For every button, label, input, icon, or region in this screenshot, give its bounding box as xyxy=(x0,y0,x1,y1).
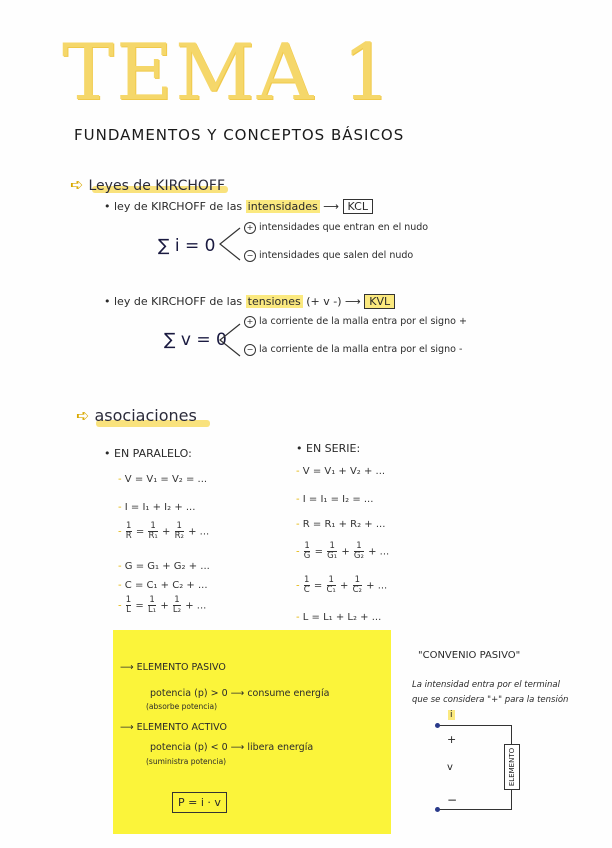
fraction: $\frac{1}{\text{C₂}}$ xyxy=(352,575,362,595)
kvl-label: KVL xyxy=(364,294,395,309)
kvl-intro-highlight: tensiones xyxy=(247,295,301,308)
fraction: $\frac{1}{\text{C₁}}$ xyxy=(326,575,336,595)
paralelo-inductance: - $\frac{1}{L}$ = $\frac{1}{\text{L₁}}$ + $\frac{1}{\text{L₂}}$ + ... xyxy=(118,595,207,615)
kvl-plus xyxy=(244,316,467,328)
wire-bottom xyxy=(437,809,511,810)
paralelo-voltage xyxy=(118,474,207,485)
fraction: $\frac{1}{L}$ xyxy=(125,595,132,615)
dash: - xyxy=(296,612,300,623)
activo-formula xyxy=(150,742,313,753)
activo-title-text: ELEMENTO ACTIVO xyxy=(136,722,227,733)
activo-formula-text: potencia (p) < 0 xyxy=(150,742,228,753)
plus-sign: + xyxy=(447,733,457,746)
kcl-intro-highlight: intensidades xyxy=(247,200,318,213)
bullet-dot: • xyxy=(104,200,111,213)
fraction: $\frac{1}{R}$ xyxy=(125,521,132,541)
kcl-minus xyxy=(244,250,413,262)
serie-label-text: EN SERIE: xyxy=(306,442,361,455)
serie-voltage xyxy=(296,466,385,477)
minus-sign: − xyxy=(447,793,458,807)
asociaciones-heading-label: asociaciones xyxy=(94,406,197,425)
element-label: ELEMENTO xyxy=(508,747,516,787)
dash: - xyxy=(118,561,122,572)
serie-current xyxy=(296,494,373,505)
paralelo-resistance: - $\frac{1}{R}$ = $\frac{1}{\text{R₁}}$ + $\frac{1}{\text{R₂}}$ + ... xyxy=(118,521,210,541)
dash: - xyxy=(118,580,122,591)
dash: - xyxy=(118,600,122,612)
arrow-icon: ⟶ xyxy=(120,662,134,673)
arrow-icon: ⟶ xyxy=(230,688,245,699)
kirchhoff-heading xyxy=(70,175,225,194)
kcl-plus xyxy=(244,222,428,234)
paralelo-capacitance-text: C = C₁ + C₂ + ... xyxy=(124,580,208,591)
fraction: $\frac{1}{\text{G₂}}$ xyxy=(353,541,364,561)
arrow-icon: ⟶ xyxy=(345,295,361,308)
bullet-dot: • xyxy=(296,442,303,455)
convenio-title: "CONVENIO PASIVO" xyxy=(418,650,521,661)
activo-result: libera energía xyxy=(247,742,314,753)
voltage-label: v xyxy=(447,762,453,773)
dash: - xyxy=(296,494,300,505)
dash: - xyxy=(118,502,122,513)
activo-sub: (suministra potencia) xyxy=(146,757,227,766)
asociaciones-heading xyxy=(76,406,197,425)
paralelo-label-text: EN PARALELO: xyxy=(114,447,192,460)
kcl-intro xyxy=(104,200,373,213)
dash: - xyxy=(296,519,300,530)
page-subtitle: FUNDAMENTOS Y CONCEPTOS BÁSICOS xyxy=(74,126,405,144)
fraction: $\frac{1}{C}$ xyxy=(303,575,310,595)
kvl-minus xyxy=(244,344,462,356)
kcl-label: KCL xyxy=(343,199,373,214)
paralelo-current xyxy=(118,502,195,513)
kcl-equation: ∑ i = 0 xyxy=(158,236,216,256)
arrow-right-icon: ➪ xyxy=(70,175,84,194)
pasivo-formula-text: potencia (p) > 0 xyxy=(150,688,228,699)
serie-inductance-text: L = L₁ + L₂ + ... xyxy=(302,612,382,623)
terminal-top xyxy=(435,723,440,728)
plus-circle-icon: + xyxy=(244,222,256,234)
serie-resistance-text: R = R₁ + R₂ + ... xyxy=(302,519,386,530)
kvl-intro-text: ley de KIRCHOFF de las xyxy=(114,295,243,308)
serie-voltage-text: V = V₁ + V₂ + ... xyxy=(302,466,386,477)
fraction: $\frac{1}{\text{G₁}}$ xyxy=(327,541,338,561)
fraction: $\frac{1}{\text{L₁}}$ xyxy=(147,595,157,615)
serie-label xyxy=(296,442,360,455)
dash: - xyxy=(296,580,300,592)
paralelo-voltage-text: V = V₁ = V₂ = ... xyxy=(124,474,208,485)
terminal-bottom xyxy=(435,807,440,812)
kvl-minus-text: la corriente de la malla entra por el signo - xyxy=(259,344,463,355)
fraction: $\frac{1}{\text{L₂}}$ xyxy=(172,595,182,615)
paralelo-label xyxy=(104,447,192,460)
arrow-icon: ⟶ xyxy=(323,200,340,213)
convenio-text-1: La intensidad entra por el terminal xyxy=(412,680,560,690)
kvl-equation: ∑ v = 0 xyxy=(164,330,227,350)
kcl-intro-text: ley de KIRCHOFF de las xyxy=(114,200,243,213)
pasivo-formula xyxy=(150,688,329,699)
dash: - xyxy=(118,526,122,538)
kvl-intro xyxy=(104,295,395,308)
pasivo-title xyxy=(120,662,226,673)
power-formula-box: P = i · v xyxy=(172,792,227,813)
kvl-intro-sign: (+ v -) xyxy=(306,295,342,308)
arrow-right-icon: ➪ xyxy=(76,406,90,425)
paralelo-conductance-text: G = G₁ + G₂ + ... xyxy=(124,561,210,572)
current-label: i xyxy=(450,710,453,720)
minus-circle-icon: − xyxy=(244,250,256,262)
serie-capacitance: - $\frac{1}{C}$ = $\frac{1}{\text{C₁}}$ + $\frac{1}{\text{C₂}}$ + ... xyxy=(296,575,388,595)
pasivo-title-text: ELEMENTO PASIVO xyxy=(136,662,226,673)
kcl-plus-text: intensidades que entran en el nudo xyxy=(259,222,429,233)
paralelo-conductance xyxy=(118,561,210,572)
serie-conductance: - $\frac{1}{G}$ = $\frac{1}{\text{G₁}}$ + $\frac{1}{\text{G₂}}$ + ... xyxy=(296,541,390,561)
arrow-icon: ⟶ xyxy=(230,742,245,753)
fraction: $\frac{1}{\text{R₂}}$ xyxy=(174,521,184,541)
activo-title xyxy=(120,722,227,733)
pasivo-result: consume energía xyxy=(247,688,330,699)
serie-current-text: I = I₁ = I₂ = ... xyxy=(302,494,374,505)
wire-top xyxy=(437,725,511,726)
brace-icon xyxy=(216,226,242,262)
convenio-text-2: que se considera "+" para la tensión xyxy=(412,695,569,705)
paralelo-current-text: I = I₁ + I₂ + ... xyxy=(124,502,196,513)
bullet-dot: • xyxy=(104,295,111,308)
minus-circle-icon: − xyxy=(244,344,256,356)
paralelo-capacitance xyxy=(118,580,208,591)
dash: - xyxy=(296,466,300,477)
serie-resistance xyxy=(296,519,385,530)
serie-inductance xyxy=(296,612,381,623)
plus-circle-icon: + xyxy=(244,316,256,328)
circuit-element xyxy=(504,744,520,790)
kvl-plus-text: la corriente de la malla entra por el signo + xyxy=(259,316,467,327)
dash: - xyxy=(118,474,122,485)
fraction: $\frac{1}{\text{R₁}}$ xyxy=(148,521,158,541)
fraction: $\frac{1}{G}$ xyxy=(303,541,311,561)
kcl-minus-text: intensidades que salen del nudo xyxy=(259,250,414,261)
arrow-icon: ⟶ xyxy=(120,722,134,733)
page-title: TEMA 1 xyxy=(62,28,394,118)
brace-icon xyxy=(216,322,242,358)
pasivo-sub: (absorbe potencia) xyxy=(146,702,218,711)
bullet-dot: • xyxy=(104,447,111,460)
dash: - xyxy=(296,546,300,558)
kirchhoff-heading-label: Leyes de KIRCHOFF xyxy=(88,178,226,194)
